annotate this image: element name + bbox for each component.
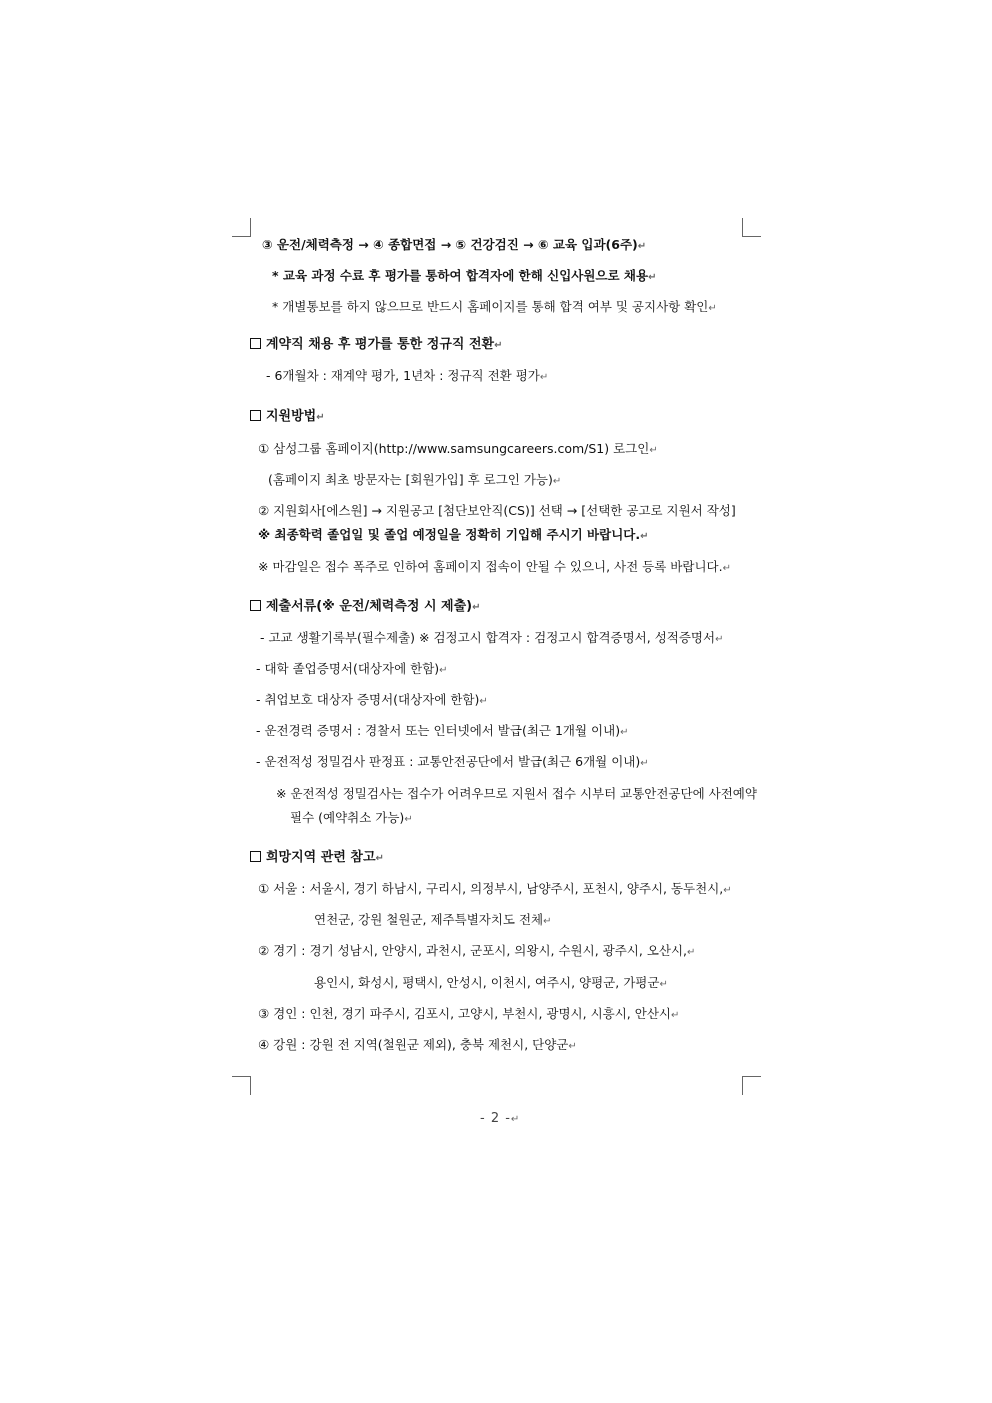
region-gyeonggi-cont: 용인시, 화성시, 평택시, 안성시, 이천시, 여주시, 양평군, 가평군↵ [314, 975, 668, 990]
checkbox-icon [250, 410, 261, 421]
process-steps-line: ③ 운전/체력측정 → ④ 종합면접 → ⑤ 건강검진 → ⑥ 교육 입과(6주)↵ [262, 237, 647, 252]
section-heading-documents: 제출서류(※ 운전/체력측정 시 제출)↵ [250, 599, 481, 616]
crop-mark-top-right [742, 218, 761, 237]
section-heading-apply-method: 지원방법↵ [250, 409, 325, 426]
document-item-driving-record: - 운전경력 증명서 : 경찰서 또는 인터넷에서 발급(최근 1개월 이내)↵ [256, 723, 629, 738]
document-item-highschool: - 고교 생활기록부(필수제출) ※ 검정고시 합격자 : 검정고시 합격증명서, 성적증명서↵ [260, 630, 724, 645]
note-deadline: ※ 마감일은 접수 폭주로 인하여 홈페이지 접속이 안될 수 있으니, 사전 등록 바랍니다.↵ [258, 559, 731, 574]
region-gyeongin: ③ 경인 : 인천, 경기 파주시, 김포시, 고양시, 부천시, 광명시, 시흥시, 안산시↵ [258, 1006, 680, 1021]
conversion-detail: - 6개월차 : 재계약 평가, 1년차 : 정규직 전환 평가↵ [266, 368, 549, 383]
note-homepage-check: * 개별통보를 하지 않으므로 반드시 홈페이지를 통해 합격 여부 및 공지사항 확인↵ [272, 299, 717, 314]
page-number: - 2 -↵ [480, 1111, 521, 1126]
apply-step-1-note: (홈페이지 최초 방문자는 [회원가입] 후 로그인 가능)↵ [268, 472, 562, 487]
document-item-employment-protection: - 취업보호 대상자 증명서(대상자에 한함)↵ [256, 692, 488, 707]
region-gyeonggi: ② 경기 : 경기 성남시, 안양시, 과천시, 군포시, 의왕시, 수원시, 광주시, 오산시,↵ [258, 943, 696, 958]
note-aptitude-reservation: ※ 운전적성 정밀검사는 접수가 어려우므로 지원서 접수 시부터 교통안전공단에 사전예약 [276, 786, 757, 801]
crop-mark-bottom-right [742, 1076, 761, 1095]
note-graduation-date: ※ 최종학력 졸업일 및 졸업 예정일을 정확히 기입해 주시기 바랍니다.↵ [258, 527, 649, 542]
checkbox-icon [250, 338, 261, 349]
document-item-aptitude-test: - 운전적성 정밀검사 판정표 : 교통안전공단에서 발급(최근 6개월 이내)↵ [256, 754, 649, 769]
region-gangwon: ④ 강원 : 강원 전 지역(철원군 제외), 충북 제천시, 단양군↵ [258, 1037, 577, 1052]
crop-mark-top-left [232, 218, 251, 237]
section-heading-conversion: 계약직 채용 후 평가를 통한 정규직 전환↵ [250, 337, 502, 354]
crop-mark-bottom-left [232, 1076, 251, 1095]
note-training-hire: * 교육 과정 수료 후 평가를 통하여 합격자에 한해 신입사원으로 채용↵ [272, 268, 657, 283]
checkbox-icon [250, 851, 261, 862]
note-aptitude-reservation-cont: 필수 (예약취소 가능)↵ [290, 810, 413, 825]
region-seoul-cont: 연천군, 강원 철원군, 제주특별자치도 전체↵ [314, 912, 552, 927]
checkbox-icon [250, 600, 261, 611]
apply-step-2: ② 지원회사[에스원] → 지원공고 [첨단보안직(CS)] 선택 → [선택한 공고로 지원서 작성] [258, 503, 736, 518]
apply-step-1: ① 삼성그룹 홈페이지(http://www.samsungcareers.com/S1) 로그인↵ [258, 441, 658, 456]
document-item-university: - 대학 졸업증명서(대상자에 한함)↵ [256, 661, 448, 676]
section-heading-region: 희망지역 관련 참고↵ [250, 850, 384, 867]
region-seoul: ① 서울 : 서울시, 경기 하남시, 구리시, 의정부시, 남양주시, 포천시, 양주시, 동두천시,↵ [258, 881, 732, 896]
